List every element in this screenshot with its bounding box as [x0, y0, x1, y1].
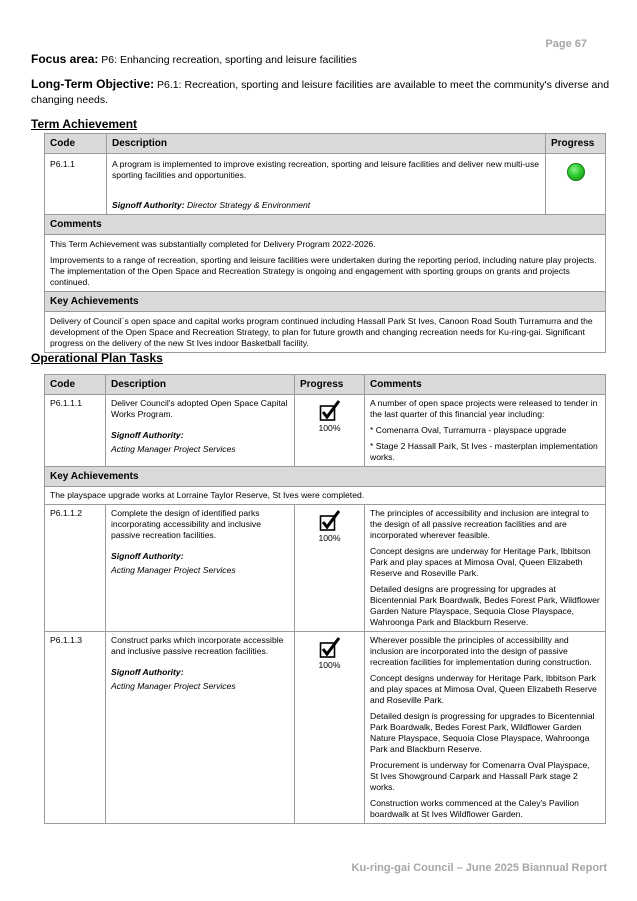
table-row	[45, 505, 606, 632]
comment-paragraph: Wherever possible the principles of accessibility and inclusion are incorporated into the design of passive recreation facilities for implementation during construction.	[370, 635, 592, 667]
checkbox-checked-icon	[319, 637, 341, 659]
task-progress-cell	[295, 505, 365, 632]
comment-paragraph: A number of open space projects were released to tender in the last quarter of this financial year including:	[370, 398, 598, 419]
comment-paragraph: This Term Achievement was substantially completed for Delivery Program 2022-2026.	[50, 239, 376, 249]
operational-plan-title: Operational Plan Tasks	[31, 351, 163, 365]
comment-paragraph: * Comenarra Oval, Turramurra - playspace upgrade	[370, 425, 567, 435]
task-description-cell	[106, 505, 295, 632]
progress-percent: 100%	[318, 533, 341, 543]
task-description: Deliver Council's adopted Open Space Capital Works Program.	[111, 398, 288, 419]
task-description-cell	[106, 395, 295, 467]
progress-percent: 100%	[318, 660, 341, 670]
comments-cell	[45, 235, 606, 292]
comment-paragraph: Procurement is underway for Comenarra Oval Playspace, St Ives Showground Carpark and Hassall Park stage 2 works.	[370, 760, 590, 792]
progress-percent: 100%	[318, 423, 341, 433]
task-description: Complete the design of identified parks incorporating accessibility and inclusive passive recreation facilities.	[111, 508, 261, 540]
footer: Ku-ring-gai Council – June 2025 Biannual Report	[351, 862, 607, 874]
checkbox-checked-icon	[319, 510, 341, 532]
header-code: Code	[45, 134, 107, 154]
signoff-label: Signoff Authority:	[112, 200, 185, 210]
focus-area	[31, 52, 611, 66]
task-description-cell	[106, 632, 295, 824]
header-code: Code	[45, 375, 106, 395]
key-achievements-row	[45, 312, 606, 353]
objective-value: P6.1: Recreation, sporting and leisure facilities are available to meet the community's diverse and changing needs.	[31, 79, 610, 106]
task-code: P6.1.1.3	[45, 632, 106, 824]
comment-paragraph: Detailed designs are progressing for upgrades at Bicentennial Park Boardwalk, Bedes Forest Park, Wildflower Garden Nature Playspace, Sequoia Close Playspace, Wahroonga Park and Blackburn Reserve.	[370, 584, 600, 627]
signoff-label: Signoff Authority:	[111, 667, 184, 677]
header-description: Description	[106, 375, 295, 395]
table-row	[45, 632, 606, 824]
objective-label: Long-Term Objective:	[31, 77, 155, 91]
key-achievements-label: Key Achievements	[45, 292, 606, 312]
signoff-value: Acting Manager Project Services	[111, 681, 236, 691]
task-progress-cell	[295, 632, 365, 824]
term-description-cell	[107, 154, 546, 215]
signoff-label: Signoff Authority:	[111, 551, 184, 561]
term-header-row	[45, 134, 606, 154]
key-achievements-text: Delivery of Council`s open space and capital works program continued including Hassall Park St Ives, Canoon Road South Turramurra and the development of the Open Space and Recreation Strategy, to plan for future growth and changing recreation needs for Ku-ring-gai. Significant progress on the delivery of the new St Ives indoor Basketball facility.	[45, 312, 606, 353]
term-achievement-title: Term Achievement	[31, 117, 138, 131]
status-green-icon	[567, 163, 585, 181]
signoff-value: Acting Manager Project Services	[111, 565, 236, 575]
operational-plan-table	[44, 374, 606, 824]
task-code: P6.1.1.1	[45, 395, 106, 467]
term-code: P6.1.1	[45, 154, 107, 215]
table-row	[45, 395, 606, 467]
key-achievements-text: The playspace upgrade works at Lorraine Taylor Reserve, St Ives were completed.	[45, 487, 606, 505]
term-progress-cell	[546, 154, 606, 215]
focus-area-value: P6: Enhancing recreation, sporting and leisure facilities	[101, 54, 357, 66]
header-progress: Progress	[546, 134, 606, 154]
term-row	[45, 154, 606, 215]
term-achievement-table	[44, 133, 606, 353]
page-number: Page 67	[545, 38, 587, 50]
signoff-value: Acting Manager Project Services	[111, 444, 236, 454]
task-comments-cell	[365, 632, 606, 824]
key-achievements-header-row	[45, 467, 606, 487]
header-progress: Progress	[295, 375, 365, 395]
tasks-header-row	[45, 375, 606, 395]
term-description: A program is implemented to improve existing recreation, sporting and leisure facilities and deliver new multi-use sporting facilities and opportunities.	[112, 159, 540, 180]
comment-paragraph: The principles of accessibility and inclusion are integral to the design of all passive recreation facilities and are incorporated wherever feasible.	[370, 508, 589, 540]
comments-row	[45, 235, 606, 292]
comments-label: Comments	[45, 215, 606, 235]
comment-paragraph: Detailed design is progressing for upgrades to Bicentennial Park Boardwalk, Bedes Forest Park, Wildflower Garden Nature Playspace, Sequoia Close Playspace, Wahroonga Park and Blackburn Reserve.	[370, 711, 595, 754]
signoff-value: Director Strategy & Environment	[186, 200, 311, 210]
comment-paragraph: Concept designs are underway for Heritage Park, Ibbitson Park and play spaces at Mimosa Oval, Queen Elizabeth Reserve and Roseville Park.	[370, 546, 591, 578]
task-description: Construct parks which incorporate accessible and inclusive passive recreation facilities.	[111, 635, 284, 656]
focus-area-label: Focus area:	[31, 52, 99, 66]
comment-paragraph: Concept designs underway for Heritage Park, Ibbitson Park and play spaces at Mimosa Oval, Queen Elizabeth Reserve and Roseville Park.	[370, 673, 597, 705]
task-comments-cell	[365, 395, 606, 467]
signoff-label: Signoff Authority:	[111, 430, 184, 440]
comment-paragraph: Construction works commenced at the Caley's Pavilion boardwalk at St Ives Wildflower Garden.	[370, 798, 579, 819]
key-achievements-header-row	[45, 292, 606, 312]
checkbox-checked-icon	[319, 400, 341, 422]
comments-header-row	[45, 215, 606, 235]
key-achievements-label: Key Achievements	[45, 467, 606, 487]
task-progress-cell	[295, 395, 365, 467]
task-comments-cell	[365, 505, 606, 632]
comment-paragraph: * Stage 2 Hassall Park, St Ives - masterplan implementation works.	[370, 441, 598, 462]
header-description: Description	[107, 134, 546, 154]
task-code: P6.1.1.2	[45, 505, 106, 632]
header-comments: Comments	[365, 375, 606, 395]
long-term-objective	[31, 77, 611, 107]
key-achievements-row	[45, 487, 606, 505]
comment-paragraph: Improvements to a range of recreation, sporting and leisure facilities were undertaken during the reporting period, including nature play projects. The implementation of the Open Space and Recreation Strategy is ongoing and engagement with sporting groups on grants and projects continued.	[50, 255, 597, 287]
